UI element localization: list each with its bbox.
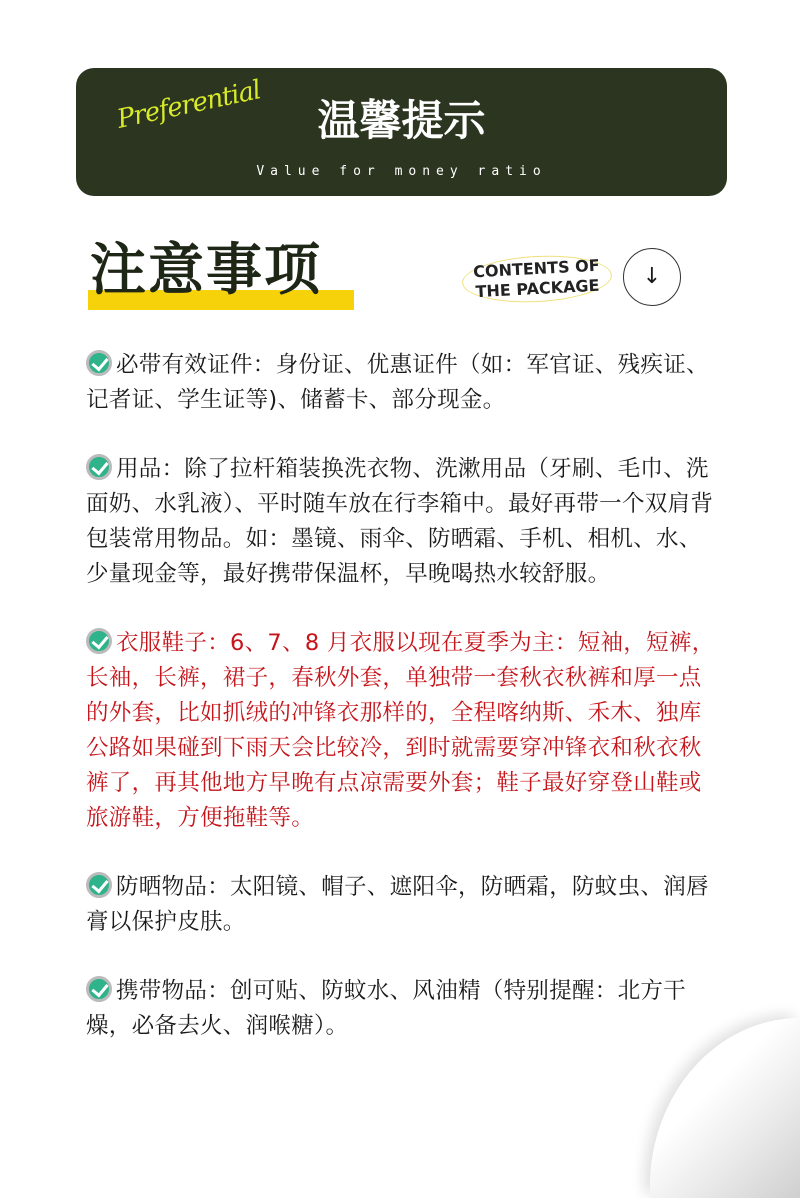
item-text: 必带有效证件：身份证、优惠证件（如：军官证、残疾证、记者证、学生证等)、储蓄卡、部分现金。 <box>86 352 709 413</box>
check-icon <box>86 628 112 654</box>
item-text: 防晒物品：太阳镜、帽子、遮阳伞，防晒霜，防蚊虫、润唇膏以保护皮肤。 <box>86 874 709 935</box>
item-text: 携带物品：创可贴、防蚊水、风油精（特别提醒：北方干燥，必备去火、润喉糖）。 <box>86 978 687 1039</box>
list-item <box>86 870 716 940</box>
list-item <box>86 348 716 418</box>
check-icon <box>86 872 112 898</box>
list-item <box>86 974 716 1044</box>
banner-subtitle: Value for money ratio <box>256 164 547 179</box>
check-icon <box>86 350 112 376</box>
check-icon <box>86 454 112 480</box>
check-icon <box>86 976 112 1002</box>
item-text: 衣服鞋子：6、7、8 月衣服以现在夏季为主：短袖，短裤，长袖，长裤，裙子，春秋外套，单独带一套秋衣秋裤和厚一点的外套，比如抓绒的冲锋衣那样的，全程喀纳斯、禾木、独库公路如果碰到下雨天会比较冷，到时就需要穿冲锋衣和秋衣秋裤了，再其他地方早晚有点凉需要外套；鞋子最好穿登山鞋或旅游鞋，方便拖鞋等。 <box>86 630 715 831</box>
contents-label: CONTENTS OF THE PACKAGE <box>461 252 613 306</box>
page-title: 注意事项 <box>90 238 322 303</box>
item-text: 用品：除了拉杆箱装换洗衣物、洗漱用品（牙刷、毛巾、洗面奶、水乳液）、平时随车放在行李箱中。最好再带一个双肩背包装常用物品。如：墨镜、雨伞、防晒霜、手机、相机、水、少量现金等，最好携带保温杯，早晚喝热水较舒服。 <box>86 456 714 587</box>
arrow-down-button[interactable]: ↓ <box>623 248 681 306</box>
notes-list <box>86 348 716 1078</box>
list-item <box>86 626 716 836</box>
list-item <box>86 452 716 592</box>
header-banner <box>76 68 727 196</box>
banner-title: 温馨提示 <box>317 96 486 145</box>
banner-script-text: Preferential <box>114 75 263 135</box>
